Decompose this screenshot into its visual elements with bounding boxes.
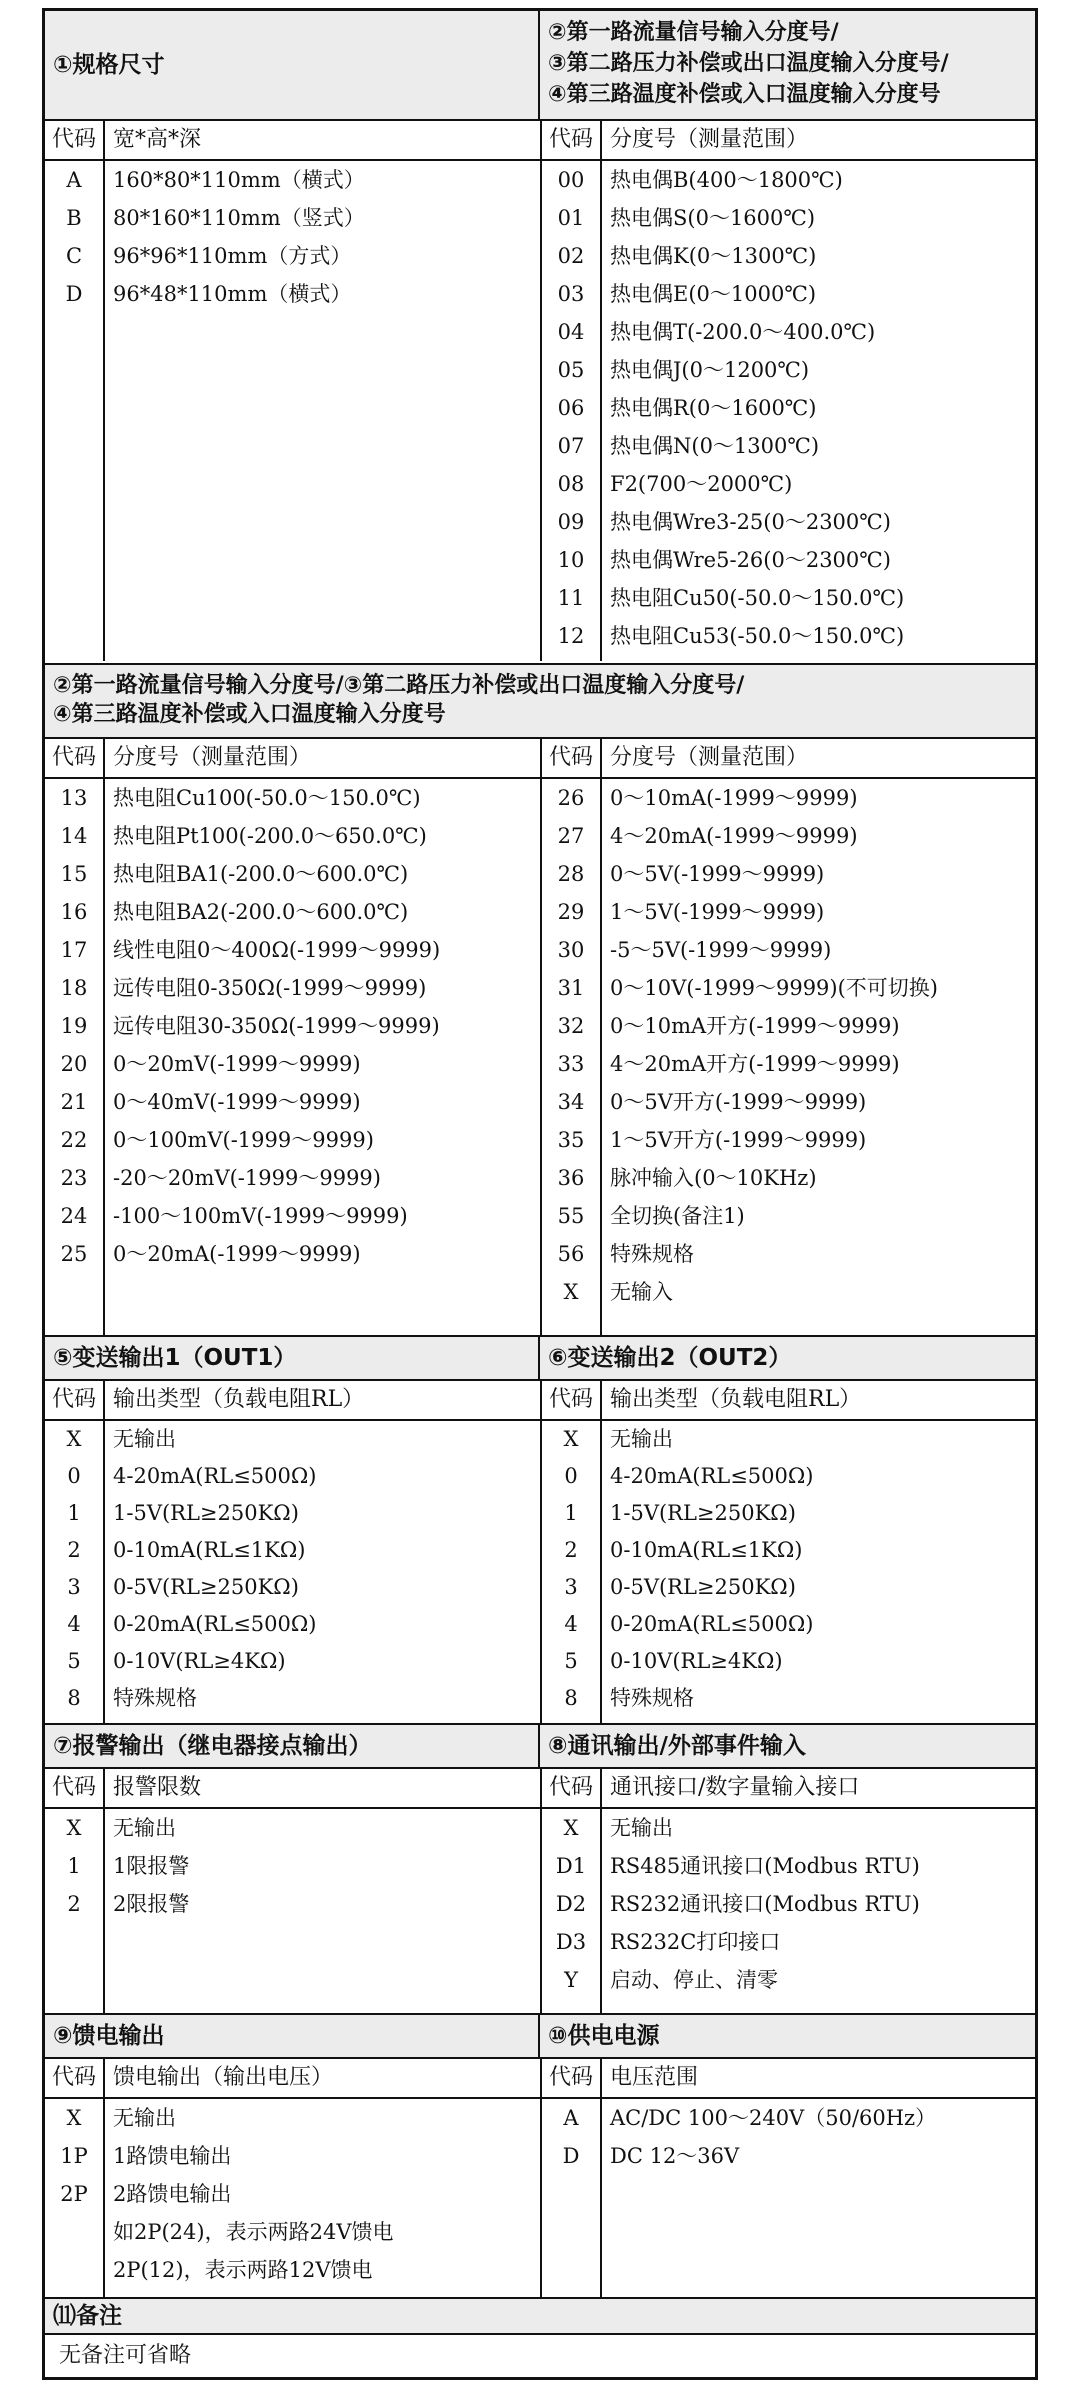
desc-column <box>602 1421 1035 1723</box>
desc-cell: 0-20mA(RL≤500Ω) <box>610 1612 814 1636</box>
remarks-text: 无备注可省略 <box>59 2343 192 2368</box>
code-cell: 1 <box>564 1501 578 1525</box>
desc-cell: 热电偶R(0～1600℃) <box>610 396 817 420</box>
feed-title: ⑨馈电输出 <box>45 2015 540 2057</box>
desc-cell: 无输出 <box>113 2106 176 2130</box>
code-cell: 02 <box>557 244 585 268</box>
desc-column <box>602 2099 1035 2297</box>
code-column <box>542 1809 602 2013</box>
code-cell: 0 <box>67 1464 81 1488</box>
desc-header: 输出类型（负载电阻RL） <box>610 1387 862 1412</box>
section-alarm-and-comm <box>45 1723 1035 2013</box>
code-cell: 1 <box>67 1501 81 1525</box>
code-cell: 10 <box>557 548 585 572</box>
code-column <box>542 161 602 661</box>
graduation-table <box>540 121 1035 661</box>
section-header <box>45 1725 1035 1769</box>
code-cell: 4 <box>564 1612 578 1636</box>
code-cell: A <box>66 168 82 192</box>
desc-column <box>602 161 1035 661</box>
desc-cell: 4～20mA开方(-1999～9999) <box>610 1052 900 1076</box>
desc-cell: 0-10V(RL≥4KΩ) <box>113 1649 286 1673</box>
desc-column <box>105 2099 540 2297</box>
code-cell: 13 <box>60 786 88 810</box>
column-header <box>542 2059 1035 2099</box>
desc-cell: 特殊规格 <box>610 1686 694 1710</box>
code-cell: 3 <box>564 1575 578 1599</box>
desc-cell: 热电偶B(400～1800℃) <box>610 168 843 192</box>
code-column <box>45 1809 105 2013</box>
desc-cell: 2限报警 <box>113 1892 190 1916</box>
desc-header: 输出类型（负载电阻RL） <box>113 1387 365 1412</box>
desc-cell: 1～5V(-1999～9999) <box>610 900 825 924</box>
section-header <box>45 11 1035 121</box>
desc-cell: 无输入 <box>610 1280 673 1304</box>
desc-cell: 如2P(24)，表示两路24V馈电 <box>113 2220 394 2244</box>
desc-cell: 热电阻BA2(-200.0～600.0℃) <box>113 900 409 924</box>
section-size-and-input-1 <box>45 11 1035 663</box>
desc-cell: 4～20mA(-1999～9999) <box>610 824 858 848</box>
desc-cell: 0～5V开方(-1999～9999) <box>610 1090 867 1114</box>
code-cell: 2 <box>67 1538 81 1562</box>
desc-cell: RS232通讯接口(Modbus RTU) <box>610 1892 920 1916</box>
section-header <box>45 665 1035 739</box>
code-cell: B <box>66 206 82 230</box>
desc-cell: -5～5V(-1999～9999) <box>610 938 832 962</box>
alarm-title: ⑦报警输出（继电器接点输出） <box>45 1725 540 1767</box>
code-header: 代码 <box>542 1381 602 1419</box>
desc-header: 分度号（测量范围） <box>610 745 809 770</box>
code-cell: 11 <box>557 586 585 610</box>
code-cell: 2 <box>67 1892 81 1916</box>
code-header: 代码 <box>45 121 105 159</box>
out1-title: ⑤变送输出1（OUT1） <box>45 1337 540 1379</box>
desc-cell: F2(700～2000℃) <box>610 472 793 496</box>
code-cell: 00 <box>557 168 585 192</box>
code-header: 代码 <box>45 2059 105 2097</box>
desc-cell: 热电阻BA1(-200.0～600.0℃) <box>113 862 409 886</box>
desc-cell: 0～40mV(-1999～9999) <box>113 1090 361 1114</box>
feed-table <box>45 2059 540 2297</box>
code-cell: D1 <box>555 1854 587 1878</box>
code-cell: 15 <box>60 862 88 886</box>
code-cell: 36 <box>557 1166 585 1190</box>
desc-cell: 96*48*110mm（横式） <box>113 282 352 306</box>
code-cell: 28 <box>557 862 585 886</box>
code-cell: X <box>66 1816 82 1840</box>
desc-cell: 无输出 <box>113 1816 176 1840</box>
code-header: 代码 <box>542 2059 602 2097</box>
desc-cell: 1-5V(RL≥250KΩ) <box>113 1501 299 1525</box>
code-cell: 2 <box>564 1538 578 1562</box>
code-column <box>542 2099 602 2297</box>
power-title: ⑩供电电源 <box>548 2023 660 2049</box>
code-cell: X <box>563 1427 579 1451</box>
code-cell: D3 <box>555 1930 587 1954</box>
desc-header: 馈电输出（输出电压） <box>113 2065 334 2090</box>
column-header <box>542 739 1035 779</box>
code-cell: 32 <box>557 1014 585 1038</box>
code-cell: 16 <box>60 900 88 924</box>
desc-cell: 无输出 <box>610 1816 673 1840</box>
code-cell: 1 <box>67 1854 81 1878</box>
desc-cell: 热电偶K(0～1300℃) <box>610 244 817 268</box>
code-cell: 03 <box>557 282 585 306</box>
graduation-table-left <box>45 739 540 1335</box>
column-header <box>542 1769 1035 1809</box>
desc-cell: 0-5V(RL≥250KΩ) <box>610 1575 796 1599</box>
code-cell: 21 <box>60 1090 88 1114</box>
code-cell: 07 <box>557 434 585 458</box>
code-cell: 06 <box>557 396 585 420</box>
comm-title: ⑧通讯输出/外部事件输入 <box>548 1733 806 1759</box>
desc-cell: 0-5V(RL≥250KΩ) <box>113 1575 299 1599</box>
code-cell <box>45 2251 103 2289</box>
code-cell: 17 <box>60 938 88 962</box>
code-cell: 18 <box>60 976 88 1000</box>
column-header <box>542 1381 1035 1421</box>
power-table <box>540 2059 1035 2297</box>
code-cell: 31 <box>557 976 585 1000</box>
code-header: 代码 <box>45 1769 105 1807</box>
out2-title: ⑥变送输出2（OUT2） <box>548 1345 792 1371</box>
desc-cell: RS485通讯接口(Modbus RTU) <box>610 1854 920 1878</box>
desc-cell: 启动、停止、清零 <box>610 1968 778 1992</box>
desc-cell: 1限报警 <box>113 1854 190 1878</box>
code-cell: Y <box>564 1968 578 1992</box>
code-cell: 35 <box>557 1128 585 1152</box>
out2-table <box>540 1381 1035 1723</box>
column-header <box>542 121 1035 161</box>
desc-cell: 热电偶Wre3-25(0～2300℃) <box>610 510 891 534</box>
order-code-table <box>42 8 1038 2380</box>
desc-column <box>602 1809 1035 2013</box>
desc-column <box>105 1421 540 1723</box>
column-header <box>45 2059 540 2099</box>
desc-cell: 热电偶Wre5-26(0～2300℃) <box>610 548 891 572</box>
code-cell: 29 <box>557 900 585 924</box>
code-cell: 01 <box>557 206 585 230</box>
desc-cell: 热电偶E(0～1000℃) <box>610 282 817 306</box>
desc-header: 分度号（测量范围） <box>113 745 312 770</box>
desc-cell: -100～100mV(-1999～9999) <box>113 1204 408 1228</box>
desc-cell: 2路馈电输出 <box>113 2182 232 2206</box>
code-cell: 5 <box>67 1649 81 1673</box>
desc-cell: 0-10V(RL≥4KΩ) <box>610 1649 783 1673</box>
desc-cell: 0～10mA(-1999～9999) <box>610 786 858 810</box>
code-header: 代码 <box>45 739 105 777</box>
desc-cell: 全切换(备注1) <box>610 1204 745 1228</box>
code-cell: 14 <box>60 824 88 848</box>
code-cell: 33 <box>557 1052 585 1076</box>
section-transmit-output <box>45 1335 1035 1723</box>
desc-cell: 2P(12)，表示两路12V馈电 <box>113 2258 373 2282</box>
section-header <box>45 2299 1035 2335</box>
comm-table <box>540 1769 1035 2013</box>
code-cell: 23 <box>60 1166 88 1190</box>
desc-cell: 热电偶J(0～1200℃) <box>610 358 810 382</box>
code-cell: 24 <box>60 1204 88 1228</box>
column-header <box>45 1381 540 1421</box>
desc-column <box>602 779 1035 1335</box>
desc-header: 宽*高*深 <box>113 127 202 152</box>
desc-cell: -20～20mV(-1999～9999) <box>113 1166 381 1190</box>
code-cell: 55 <box>557 1204 585 1228</box>
desc-cell: 160*80*110mm（横式） <box>113 168 365 192</box>
out1-table <box>45 1381 540 1723</box>
section-header <box>45 1337 1035 1381</box>
desc-cell: 热电阻Pt100(-200.0～650.0℃) <box>113 824 427 848</box>
code-cell: 26 <box>557 786 585 810</box>
desc-cell: AC/DC 100～240V（50/60Hz） <box>610 2106 937 2130</box>
code-header: 代码 <box>542 739 602 777</box>
desc-column <box>105 779 540 1335</box>
desc-header: 报警限数 <box>113 1775 202 1800</box>
code-cell: 8 <box>67 1686 81 1710</box>
code-cell: 27 <box>557 824 585 848</box>
desc-cell: 0-10mA(RL≤1KΩ) <box>610 1538 803 1562</box>
graduation-table-right <box>540 739 1035 1335</box>
code-cell: 09 <box>557 510 585 534</box>
code-cell: X <box>66 1427 82 1451</box>
section-remarks <box>45 2297 1035 2377</box>
desc-header: 电压范围 <box>610 2065 699 2090</box>
code-cell: 04 <box>557 320 585 344</box>
code-cell: 1P <box>60 2144 88 2168</box>
code-cell: 34 <box>557 1090 585 1114</box>
input-graduation-title: ②第一路流量信号输入分度号/ ③第二路压力补偿或出口温度输入分度号/ ④第三路温度补偿或入口温度输入分度号 <box>548 20 949 107</box>
desc-cell: 0～20mA(-1999～9999) <box>113 1242 361 1266</box>
alarm-table <box>45 1769 540 2013</box>
section-feed-and-power <box>45 2013 1035 2297</box>
code-column <box>45 1421 105 1723</box>
desc-cell: 0～10mA开方(-1999～9999) <box>610 1014 900 1038</box>
desc-cell: 特殊规格 <box>610 1242 694 1266</box>
column-header <box>45 121 540 161</box>
desc-cell: 0～10V(-1999～9999)(不可切换) <box>610 976 939 1000</box>
desc-cell: 0-20mA(RL≤500Ω) <box>113 1612 317 1636</box>
code-cell: 12 <box>557 624 585 648</box>
code-header: 代码 <box>542 1769 602 1807</box>
code-cell: 56 <box>557 1242 585 1266</box>
section-input-2 <box>45 663 1035 1335</box>
desc-cell: 热电阻Cu50(-50.0～150.0℃) <box>610 586 905 610</box>
code-cell: 4 <box>67 1612 81 1636</box>
desc-cell: 无输出 <box>113 1427 176 1451</box>
code-cell: 05 <box>557 358 585 382</box>
input-graduation-title: ②第一路流量信号输入分度号/③第二路压力补偿或出口温度输入分度号/ ④第三路温度补偿或入口温度输入分度号 <box>53 673 745 727</box>
desc-cell: 特殊规格 <box>113 1686 197 1710</box>
code-header: 代码 <box>45 1381 105 1419</box>
code-cell: D2 <box>555 1892 587 1916</box>
desc-cell: 脉冲输入(0～10KHz) <box>610 1166 817 1190</box>
column-header <box>45 1769 540 1809</box>
desc-cell: 热电偶N(0～1300℃) <box>610 434 820 458</box>
desc-cell: 远传电阻0-350Ω(-1999～9999) <box>113 976 427 1000</box>
section-header <box>45 2015 1035 2059</box>
code-cell: 0 <box>564 1464 578 1488</box>
desc-cell: 热电偶T(-200.0～400.0℃) <box>610 320 876 344</box>
desc-column <box>105 161 540 661</box>
code-cell: C <box>65 244 83 268</box>
code-cell: 2P <box>60 2182 88 2206</box>
desc-cell: 80*160*110mm（竖式） <box>113 206 365 230</box>
code-cell: X <box>563 1280 579 1304</box>
code-column <box>542 779 602 1335</box>
desc-cell: 0～100mV(-1999～9999) <box>113 1128 374 1152</box>
desc-cell: 无输出 <box>610 1427 673 1451</box>
desc-cell: 0～5V(-1999～9999) <box>610 862 825 886</box>
desc-cell: 4-20mA(RL≤500Ω) <box>610 1464 814 1488</box>
code-cell: X <box>66 2106 82 2130</box>
code-cell: X <box>563 1816 579 1840</box>
spec-size-title: ①规格尺寸 <box>45 11 540 119</box>
desc-cell: 1-5V(RL≥250KΩ) <box>610 1501 796 1525</box>
code-cell: D <box>65 282 83 306</box>
desc-header: 通讯接口/数字量输入接口 <box>610 1775 860 1800</box>
code-cell: 5 <box>564 1649 578 1673</box>
desc-cell: 线性电阻0～400Ω(-1999～9999) <box>113 938 441 962</box>
desc-cell: 远传电阻30-350Ω(-1999～9999) <box>113 1014 440 1038</box>
desc-cell: 热电阻Cu100(-50.0～150.0℃) <box>113 786 421 810</box>
desc-cell: 热电阻Cu53(-50.0～150.0℃) <box>610 624 905 648</box>
code-header: 代码 <box>542 121 602 159</box>
remarks-title: ⑾备注 <box>53 2303 122 2329</box>
code-cell <box>45 2213 103 2251</box>
size-table <box>45 121 540 661</box>
code-cell: 20 <box>60 1052 88 1076</box>
code-column <box>45 2099 105 2297</box>
code-cell: 22 <box>60 1128 88 1152</box>
desc-cell: 热电偶S(0～1600℃) <box>610 206 816 230</box>
code-column <box>45 161 105 661</box>
code-column <box>45 779 105 1335</box>
desc-cell: DC 12～36V <box>610 2144 740 2168</box>
code-cell: D <box>562 2144 580 2168</box>
desc-cell: RS232C打印接口 <box>610 1930 781 1954</box>
desc-column <box>105 1809 540 2013</box>
desc-cell: 96*96*110mm（方式） <box>113 244 352 268</box>
column-header <box>45 739 540 779</box>
desc-cell: 0-10mA(RL≤1KΩ) <box>113 1538 306 1562</box>
code-cell: 8 <box>564 1686 578 1710</box>
desc-cell: 1路馈电输出 <box>113 2144 232 2168</box>
code-cell: 19 <box>60 1014 88 1038</box>
code-cell: 3 <box>67 1575 81 1599</box>
code-column <box>542 1421 602 1723</box>
code-cell: 30 <box>557 938 585 962</box>
code-cell: 25 <box>60 1242 88 1266</box>
code-cell: 08 <box>557 472 585 496</box>
desc-header: 分度号（测量范围） <box>610 127 809 152</box>
desc-cell: 1～5V开方(-1999～9999) <box>610 1128 867 1152</box>
desc-cell: 0～20mV(-1999～9999) <box>113 1052 361 1076</box>
desc-cell: 4-20mA(RL≤500Ω) <box>113 1464 317 1488</box>
code-cell: A <box>563 2106 579 2130</box>
